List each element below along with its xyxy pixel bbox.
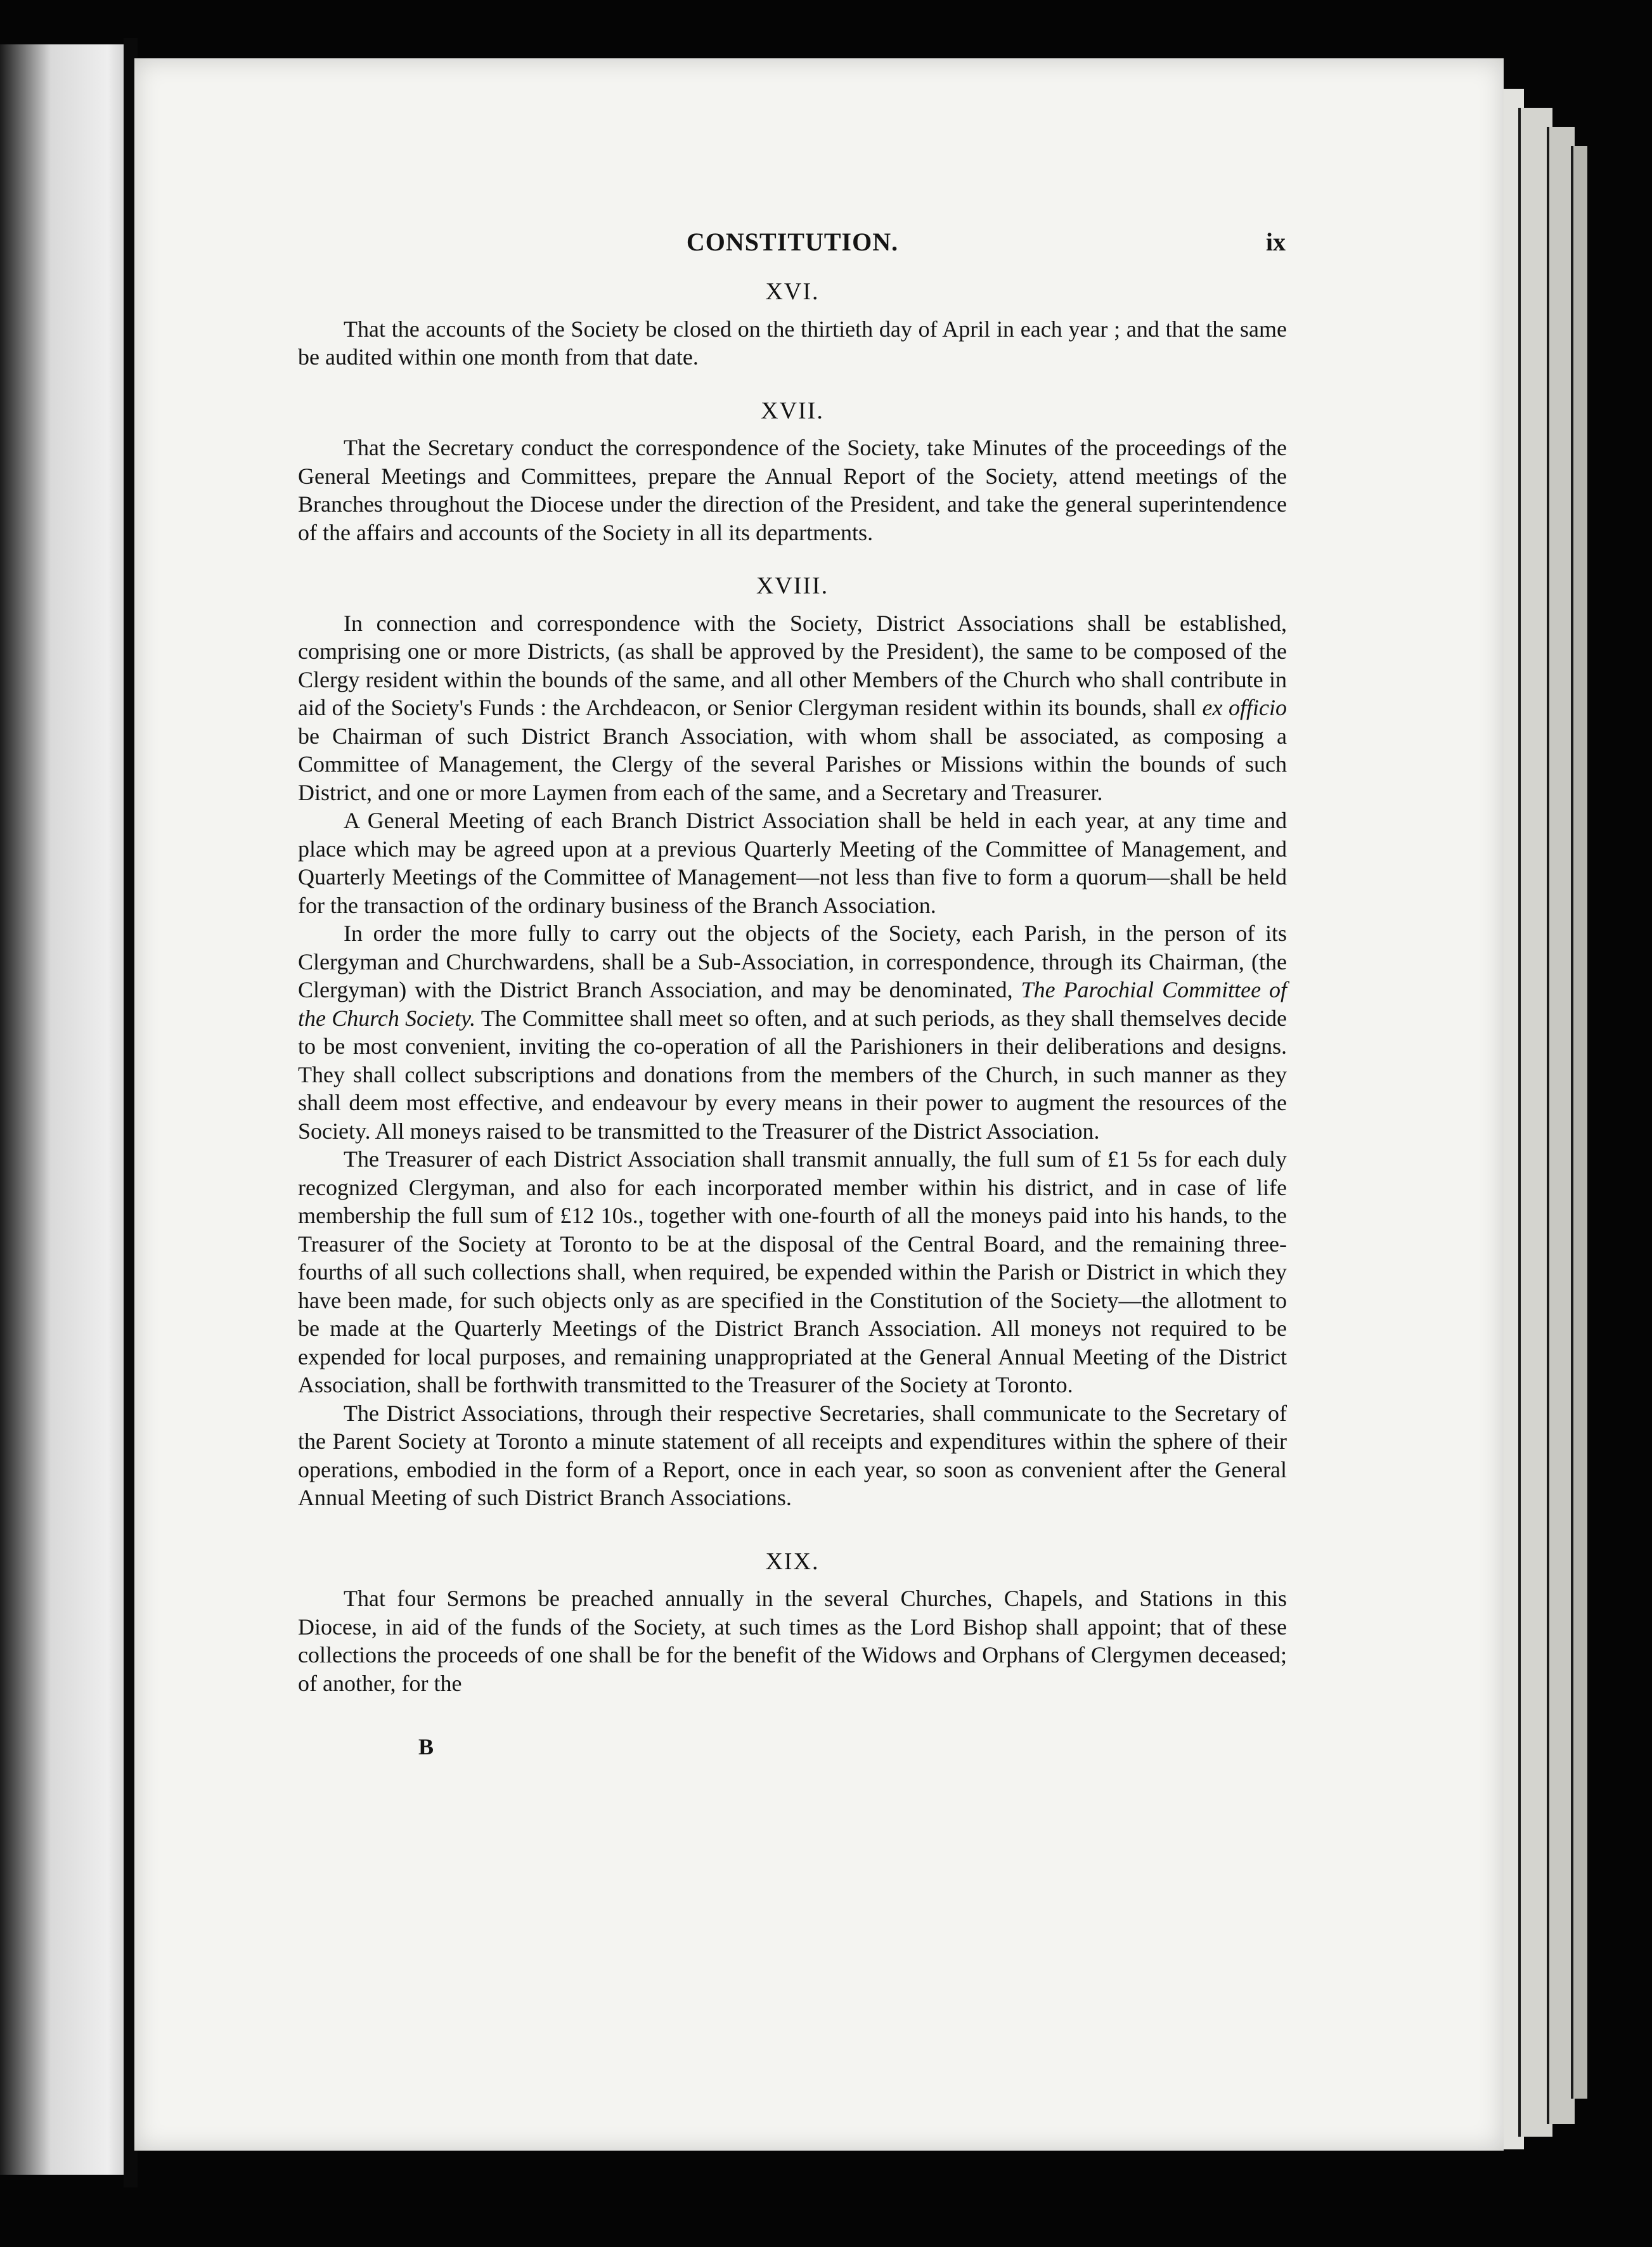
section-xvi (298, 278, 1287, 372)
paragraph: The Treasurer of each District Association shall transmit annually, the full sum of £1 5s for each duly recognized Clergyman, and also for each incorporated member within his district, and in case of life membership the full sum of £12 10s., together with one-fourth of all the moneys paid into his hands, to the Treasurer of the Society at Toronto to be at the disposal of the Central Board, and the remaining three-fourths of all such collections shall, when required, be expended within the Parish or District in which they have been made, for such objects only as are specified in the Constitution of the Society—the allotment to be made at the Quarterly Meetings of the District Branch Association. All moneys not required to be expended for local purposes, and remaining unappropriated at the General Annual Meeting of the District Association, shall be forthwith transmitted to the Treasurer of the Society at Toronto. (298, 1146, 1287, 1397)
signature-mark: B (418, 1734, 434, 1759)
italic-phrase: ex officio (1202, 695, 1287, 720)
paragraph: That the Secretary conduct the correspondence of the Society, take Minutes of the proceedings of the General Meetings and Committees, prepare the Annual Report of the Society, attend meetings of the Branches throughout the Diocese under the direction of the President, and take the general superintendence of the affairs and accounts of the Society in all its departments. (298, 435, 1287, 545)
section-heading: XVII. (761, 397, 824, 424)
running-title: CONSTITUTION. (686, 228, 899, 256)
page-edge (1571, 146, 1587, 2099)
running-head (298, 228, 1287, 266)
section-heading: XVI. (765, 278, 820, 305)
section-heading: XVIII. (756, 573, 829, 599)
facing-page-edge (0, 44, 127, 2175)
paragraph: A General Meeting of each Branch District Association shall be held in each year, at any time and place which may be agreed upon at a previous Quarterly Meeting of the Committee of Management, and Quarterly Meetings of the Committee of Management—not less than five to form a quorum—shall be held for the transaction of the ordinary business of the Branch Association. (298, 808, 1287, 918)
paragraph: In order the more fully to carry out the objects of the Society, each Parish, in the person of its Clergyman and Churchwardens, shall be a Sub-Association, in correspondence, through its Chairman, (the Clergyman) with the District Branch Association, and may be denominated, The Parochial Committee of the Church Society. The Committee shall meet so often, and at such periods, as they shall themselves decide to be most convenient, inviting the co-operation of all the Parishioners in their deliberations and designs. They shall collect subscriptions and donations from the members of the Church, in such manner as they shall deem most effective, and endeavour by every means in their power to augment the resources of the Society. All moneys raised to be transmitted to the Treasurer of the District Association. (298, 921, 1287, 1144)
paragraph: That four Sermons be preached annually in the several Churches, Chapels, and Stations in this Diocese, in aid of the funds of the Society, at such times as the Lord Bishop shall appoint; that of these collections the proceeds of one shall be for the benefit of the Widows and Orphans of Clergymen deceased; of another, for the (298, 1586, 1287, 1696)
italic-phrase: The Parochial Committee of the Church Society. (298, 977, 1287, 1031)
section-xix (298, 1548, 1287, 1698)
section-xviii (298, 572, 1287, 1512)
section-heading: XIX. (765, 1548, 820, 1575)
page-text (298, 228, 1287, 1761)
page-number: ix (1265, 228, 1286, 256)
section-xvii (298, 397, 1287, 547)
paragraph: In connection and correspondence with the Society, District Associations shall be established, comprising one or more Districts, (as shall be approved by the President), the same to be composed of the Clergy resident within the bounds of the same, and all other Members of the Church who shall contribute in aid of the Society's Funds : the Archdeacon, or Senior Clergyman resident within its bounds, shall ex officio be Chairman of such District Branch Association, with whom shall be associated, as composing a Committee of Management, the Clergy of the several Parishes or Missions within the bounds of such District, and one or more Laymen from each of the same, and a Secretary and Treasurer. (298, 610, 1287, 805)
paragraph: The District Associations, through their respective Secretaries, shall communicate to the Secretary of the Parent Society at Toronto a minute statement of all receipts and expenditures within the sphere of their operations, embodied in the form of a Report, once in each year, so soon as convenient after the General Annual Meeting of such District Branch Associations. (298, 1400, 1287, 1510)
paragraph: That the accounts of the Society be closed on the thirtieth day of April in each year ; and that the same be audited within one month from that date. (298, 316, 1287, 370)
